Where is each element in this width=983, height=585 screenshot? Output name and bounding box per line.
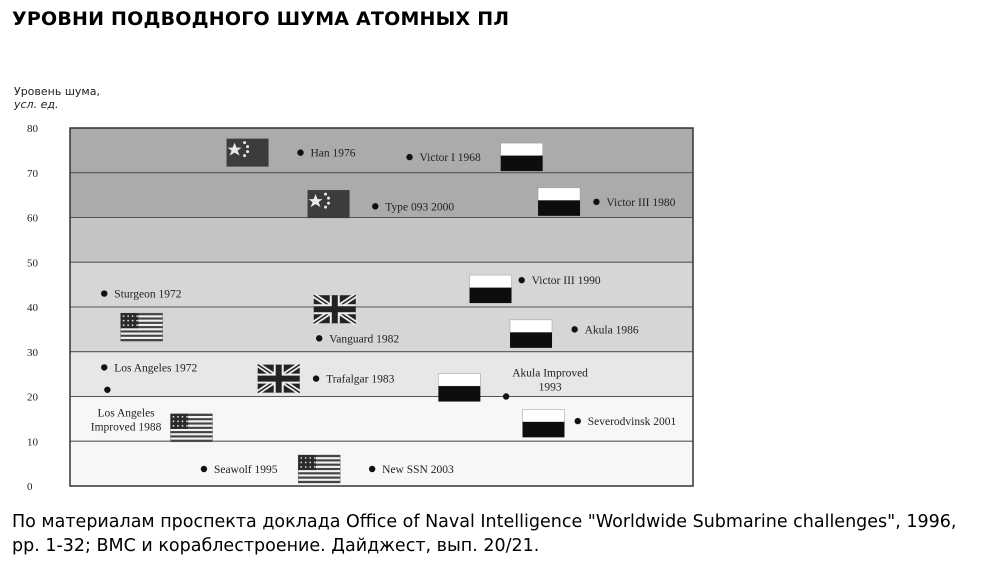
flag-russia-11: [522, 409, 564, 437]
flag-usa-6: [121, 313, 163, 341]
y-tick-label-60: 60: [27, 212, 38, 225]
data-label-7: Akula 1986: [584, 324, 639, 337]
y-tick-label-50: 50: [27, 257, 38, 270]
flag-russia-9: [438, 374, 480, 402]
data-label-4: Sturgeon 1972: [114, 288, 182, 301]
data-label-14: New SSN 2003: [382, 463, 454, 476]
data-label-1: Victor I 1968: [419, 152, 481, 165]
data-point-10: [313, 375, 319, 381]
y-axis-label-line1: Уровень шума,: [14, 85, 100, 98]
data-point-2: [372, 203, 378, 209]
flag-russia-7: [510, 320, 552, 348]
data-point-6: [316, 335, 322, 341]
data-label-8: Los Angeles 1972: [114, 362, 198, 375]
data-label-6: Vanguard 1982: [329, 333, 400, 346]
y-tick-label-0: 0: [27, 481, 33, 493]
flag-russia-4: [470, 275, 512, 303]
y-tick-label-70: 70: [27, 167, 38, 180]
y-tick-label-10: 10: [27, 436, 38, 449]
data-point-14: [369, 466, 375, 472]
data-point-9: [104, 387, 110, 393]
flag-uk-5: [314, 295, 356, 323]
data-point-1: [406, 154, 412, 160]
data-point-13: [201, 466, 207, 472]
y-tick-label-80: 80: [27, 123, 38, 135]
band-2: [70, 218, 693, 263]
y-tick-label-30: 30: [27, 346, 38, 359]
flag-uk-8: [258, 365, 300, 393]
data-label-13: Seawolf 1995: [213, 463, 278, 476]
source-caption: По материалам проспекта доклада Office of Naval Intelligence "Worldwide Submarine challenges", 1996, pp. 1-32; ВМС и кораблестроение. Дайджест, вып. 20/21.: [12, 512, 957, 556]
band-1: [70, 173, 693, 218]
data-point-12: [575, 418, 581, 424]
data-point-0: [297, 149, 303, 155]
data-label-2: Type 093 2000: [385, 201, 455, 214]
page-title: УРОВНИ ПОДВОДНОГО ШУМА АТОМНЫХ ПЛ: [12, 8, 510, 30]
flag-russia-3: [538, 188, 580, 216]
flag-russia-1: [501, 143, 543, 171]
data-label-11: Akula Improved 1993: [512, 367, 588, 394]
y-tick-label-40: 40: [27, 302, 38, 314]
data-label-0: Han 1976: [310, 147, 356, 160]
data-label-10: Trafalgar 1983: [326, 373, 395, 386]
flag-china-0: [227, 139, 269, 167]
data-point-8: [101, 364, 107, 370]
band-0: [70, 128, 693, 173]
data-label-3: Victor III 1980: [606, 196, 676, 209]
y-tick-label-20: 20: [27, 391, 38, 404]
data-point-11: [503, 393, 509, 399]
y-axis-label-line2: усл. ед.: [14, 98, 59, 111]
data-point-7: [571, 326, 577, 332]
data-point-3: [593, 199, 599, 205]
text-label-0: Los Angeles Improved 1988: [90, 407, 162, 434]
flag-usa-12: [298, 455, 340, 483]
data-point-5: [518, 277, 524, 283]
data-point-4: [101, 290, 107, 296]
flag-china-2: [308, 190, 350, 218]
data-label-5: Victor III 1990: [531, 275, 601, 288]
data-label-12: Severodvinsk 2001: [587, 416, 677, 429]
flag-usa-10: [170, 414, 212, 442]
